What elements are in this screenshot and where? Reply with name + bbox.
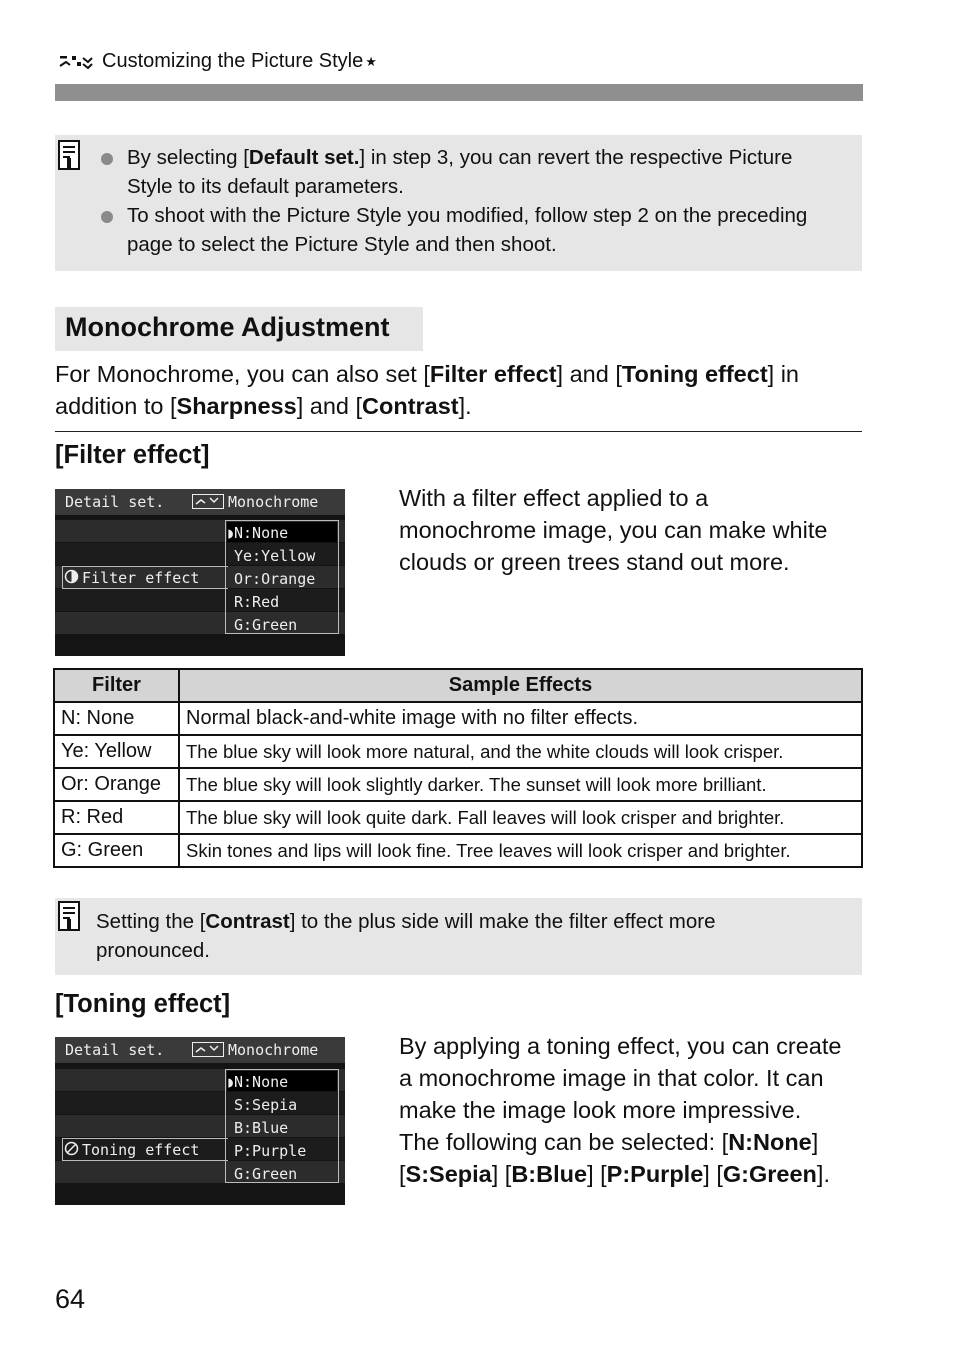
effect-cell: Normal black-and-white image with no filter effects.	[179, 702, 862, 735]
memo-icon	[58, 901, 80, 931]
note-bullet-2: To shoot with the Picture Style you modified, follow step 2 on the preceding page to select the Picture Style and then shoot.	[127, 201, 827, 259]
table-row	[54, 834, 862, 867]
toning-options-text: The following can be selected: [N:None] [S:Sepia] [B:Blue] [P:Purple] [G:Green].	[399, 1129, 830, 1187]
monochrome-style-icon	[192, 494, 224, 509]
advanced-star: ★	[365, 53, 377, 69]
header-bar	[55, 84, 863, 101]
table-row	[54, 801, 862, 834]
effect-cell: The blue sky will look slightly darker. The sunset will look more brilliant.	[179, 768, 862, 801]
effect-cell: Skin tones and lips will look fine. Tree leaves will look crisper and brighter.	[179, 834, 862, 867]
table-row	[54, 735, 862, 768]
memo-icon	[58, 140, 80, 170]
lcd-option[interactable]: G:Green	[234, 616, 298, 634]
lcd-option-pointer: ◗	[226, 524, 236, 542]
lcd-title-left: Detail set.	[65, 493, 165, 511]
lcd-param-label: Filter effect	[82, 569, 200, 587]
filter-cell: R: Red	[54, 801, 179, 834]
toning-circle-icon	[64, 1141, 79, 1156]
filter-cell: Or: Orange	[54, 768, 179, 801]
effect-cell: The blue sky will look quite dark. Fall leaves will look crisper and brighter.	[179, 801, 862, 834]
filter-cell: G: Green	[54, 834, 179, 867]
filter-circle-icon	[64, 569, 79, 584]
section-intro: For Monochrome, you can also set [Filter effect] and [Toning effect] in addition to [Sharpness] and [Contrast].	[55, 361, 800, 419]
lcd-option[interactable]: S:Sepia	[234, 1096, 298, 1114]
effect-cell: The blue sky will look more natural, and the white clouds will look crisper.	[179, 735, 862, 768]
lcd-option[interactable]: N:None	[234, 524, 289, 542]
filter-cell: Ye: Yellow	[54, 735, 179, 768]
lcd-option[interactable]: N:None	[234, 1073, 289, 1091]
table-row	[54, 768, 862, 801]
note-box-defaults	[55, 135, 862, 271]
filter-table	[53, 668, 863, 868]
lcd-option[interactable]: R:Red	[234, 593, 280, 611]
header-title: Customizing the Picture Style	[102, 50, 364, 72]
table-header-row	[54, 669, 862, 702]
filter-description: With a filter effect applied to a monochrome image, you can make white clouds or green trees stand out more.	[399, 485, 828, 575]
page-number: 64	[55, 1284, 86, 1314]
toning-description-text: By applying a toning effect, you can create a monochrome image in that color. It can make the image look more impressive.	[399, 1033, 842, 1123]
table-row	[54, 702, 862, 735]
monochrome-style-icon	[192, 1042, 224, 1057]
filter-cell: N: None	[54, 702, 179, 735]
lcd-option[interactable]: Ye:Yellow	[234, 547, 316, 565]
lcd-title-right: Monochrome	[228, 493, 319, 511]
lcd-title-left: Detail set.	[65, 1041, 165, 1059]
picture-style-icon	[58, 54, 94, 70]
lcd-option-pointer: ◗	[226, 1073, 236, 1091]
filter-lcd-screen	[55, 489, 345, 656]
lcd-option[interactable]: P:Purple	[234, 1142, 307, 1160]
running-header	[58, 50, 377, 73]
note-box-contrast	[55, 898, 862, 975]
lcd-option[interactable]: B:Blue	[234, 1119, 289, 1137]
lcd-option[interactable]: Or:Orange	[234, 570, 316, 588]
lcd-title-right: Monochrome	[228, 1041, 319, 1059]
table-header-filter: Filter	[54, 669, 179, 702]
note-bullets	[127, 143, 827, 259]
lcd-param-label: Toning effect	[82, 1141, 200, 1159]
section-rule	[55, 431, 862, 432]
toning-heading: [Toning effect]	[55, 990, 231, 1018]
lcd-option[interactable]: G:Green	[234, 1165, 298, 1183]
contrast-note-text: Setting the [Contrast] to the plus side will make the filter effect more pronounced.	[96, 910, 716, 962]
note-bullet-1: By selecting [Default set.] in step 3, you can revert the respective Picture Style to its default parameters.	[127, 143, 827, 201]
table-header-effects: Sample Effects	[179, 669, 862, 702]
toning-lcd-screen	[55, 1037, 345, 1205]
filter-heading: [Filter effect]	[55, 441, 210, 469]
section-title: Monochrome Adjustment	[55, 307, 423, 351]
toning-description	[399, 1030, 859, 1190]
